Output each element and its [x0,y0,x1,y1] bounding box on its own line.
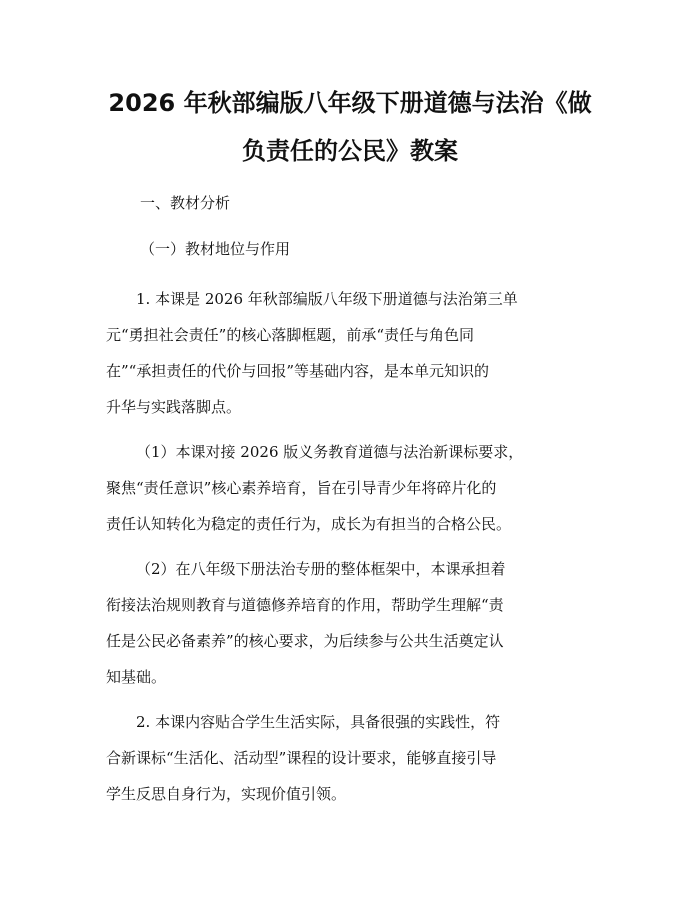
paragraph-line: 学生反思自身行为，实现价值引领。 [106,785,347,803]
paragraph-line: 任是公民必备素养”的核心要求，为后续参与公共生活奠定认 [106,632,504,650]
paragraph-line: 元“勇担社会责任”的核心落脚框题，前承“责任与角色同 [106,326,475,344]
document-title-line-2: 负责任的公民》教案 [242,137,458,165]
paragraph-line: 升华与实践落脚点。 [106,398,242,416]
paragraph-line: 知基础。 [106,668,167,686]
subsection-heading: （一）教材地位与作用 [140,240,291,258]
paragraph-1 [106,281,601,425]
paragraph-line: 合新课标“生活化、活动型”课程的设计要求，能够直接引导 [106,749,497,767]
paragraph-3 [106,551,601,695]
paragraph-line: 在”“承担责任的代价与回报”等基础内容，是本单元知识的 [106,362,490,380]
section-heading: 一、教材分析 [140,194,231,212]
paragraph-line: 1. 本课是 2026 年秋部编版八年级下册道德与法治第三单 [136,290,518,308]
paragraph-line: 衔接法治规则教育与道德修养培育的作用，帮助学生理解“责 [106,596,504,614]
paragraph-2 [106,434,601,542]
paragraph-4 [106,704,601,812]
document-title-line-1: 2026 年秋部编版八年级下册道德与法治《做 [108,89,592,117]
paragraph-line: （1）本课对接 2026 版义务教育道德与法治新课标要求， [136,443,524,461]
paragraph-line: 聚焦“责任意识”核心素养培育，旨在引导青少年将碎片化的 [106,479,497,497]
paragraph-line: （2）在八年级下册法治专册的整体框架中，本课承担着 [136,560,506,578]
paragraph-line: 2. 本课内容贴合学生生活实际，具备很强的实践性，符 [136,713,501,731]
paragraph-line: 责任认知转化为稳定的责任行为，成长为有担当的合格公民。 [106,515,512,533]
